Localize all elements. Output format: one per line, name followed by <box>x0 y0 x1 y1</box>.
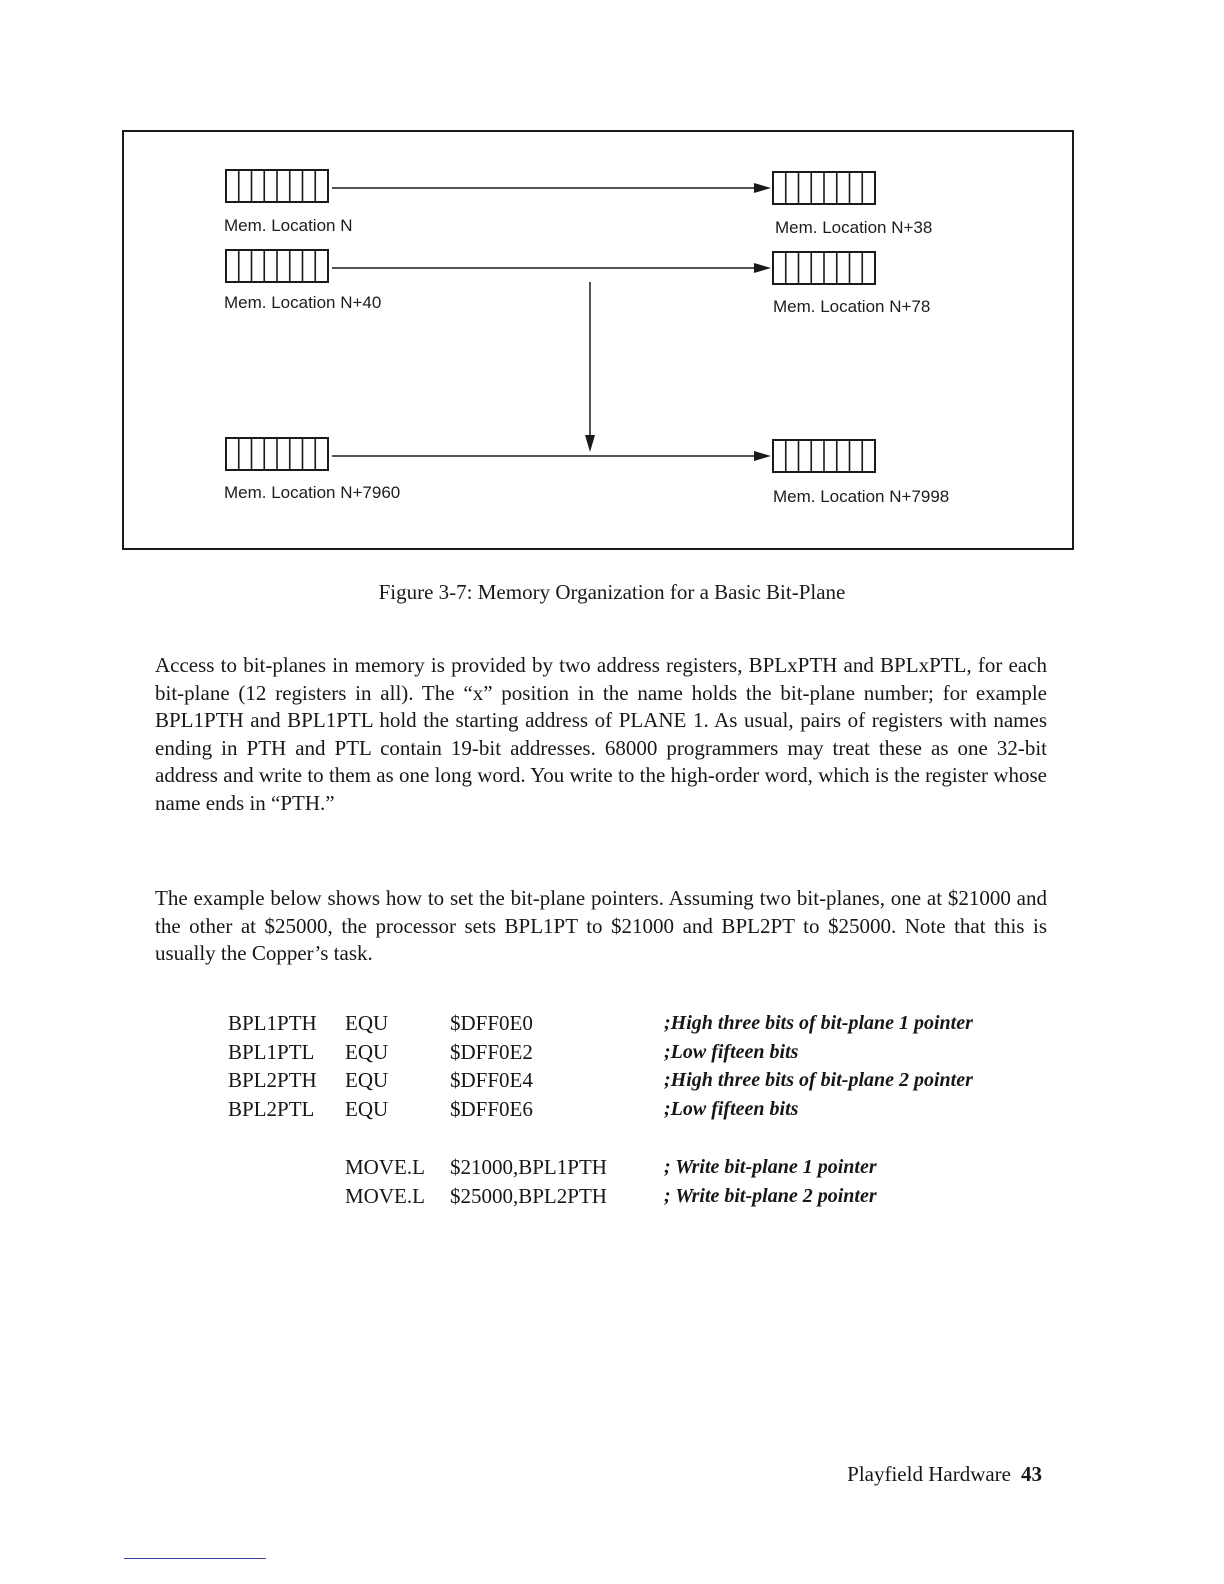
code-comment: ; Write bit-plane 2 pointer <box>664 1185 877 1207</box>
mem-cell-n7998 <box>773 440 875 472</box>
page-number: 43 <box>1021 1462 1042 1486</box>
mem-cell-n38 <box>773 172 875 204</box>
code-op: EQU <box>345 1040 389 1064</box>
code-op: EQU <box>345 1011 389 1035</box>
code-arg: $25000,BPL2PTH <box>450 1184 607 1208</box>
paragraph-2: The example below shows how to set the bit-plane pointers. Assuming two bit-planes, one at $21000 and the other at $25000, the processor sets BPL1PT to $21000 and BPL2PT to $25000. Note that this is usually the Copper’s task. <box>155 886 1047 965</box>
label-mem-location-n7960: Mem. Location N+7960 <box>224 483 401 502</box>
code-comment: ;High three bits of bit-plane 1 pointer <box>664 1012 973 1034</box>
code-label: BPL2PTH <box>228 1068 317 1092</box>
arrow-vertical <box>585 282 595 452</box>
arrow-row-2 <box>332 263 771 273</box>
mem-cell-n7960 <box>226 438 328 470</box>
arrow-row-1 <box>332 183 771 193</box>
arrow-row-3 <box>332 451 771 461</box>
footer-section-title: Playfield Hardware <box>847 1462 1011 1486</box>
label-mem-location-n78: Mem. Location N+78 <box>773 297 931 316</box>
code-comment: ;Low fifteen bits <box>664 1041 799 1063</box>
code-arg: $DFF0E2 <box>450 1040 533 1064</box>
code-arg: $21000,BPL1PTH <box>450 1155 607 1179</box>
code-op: MOVE.L <box>345 1155 425 1179</box>
code-label: BPL1PTH <box>228 1011 317 1035</box>
code-op: MOVE.L <box>345 1184 425 1208</box>
code-comment: ;High three bits of bit-plane 2 pointer <box>664 1069 973 1091</box>
figure-caption: Figure 3-7: Memory Organization for a Basic Bit-Plane <box>378 580 846 604</box>
code-arg: $DFF0E4 <box>450 1068 533 1092</box>
figure-box <box>122 130 1074 550</box>
page-footer <box>847 1462 1042 1487</box>
label-mem-location-n: Mem. Location N <box>224 216 353 235</box>
code-op: EQU <box>345 1097 389 1121</box>
mem-cell-n <box>226 170 328 202</box>
code-label: BPL1PTL <box>228 1040 315 1064</box>
code-arg: $DFF0E6 <box>450 1097 533 1121</box>
code-arg: $DFF0E0 <box>450 1011 533 1035</box>
code-comment: ; Write bit-plane 1 pointer <box>664 1156 877 1178</box>
label-mem-location-n40: Mem. Location N+40 <box>224 293 382 312</box>
label-mem-location-n38: Mem. Location N+38 <box>775 218 933 237</box>
mem-cell-n78 <box>773 252 875 284</box>
code-label: BPL2PTL <box>228 1097 315 1121</box>
footnote-rule <box>124 1558 266 1559</box>
paragraph-1: Access to bit-planes in memory is provided by two address registers, BPLxPTH and BPLxPTL, for each bit-plane (12 registers in all). The “x” position in the name holds the bit-plane number; for example BPL1PTH and BPL1PTL hold the starting address of PLANE 1. As usual, pairs of registers with names ending in PTH and PTL contain 19-bit addresses. 68000 programmers may treat these as one 32-bit address and write to them as one long word. You write to the high-order word, which is the register whose name ends in “PTH.” <box>155 653 1047 815</box>
label-mem-location-n7998: Mem. Location N+7998 <box>773 487 950 506</box>
code-comment: ;Low fifteen bits <box>664 1098 799 1120</box>
code-op: EQU <box>345 1068 389 1092</box>
mem-cell-n40 <box>226 250 328 282</box>
